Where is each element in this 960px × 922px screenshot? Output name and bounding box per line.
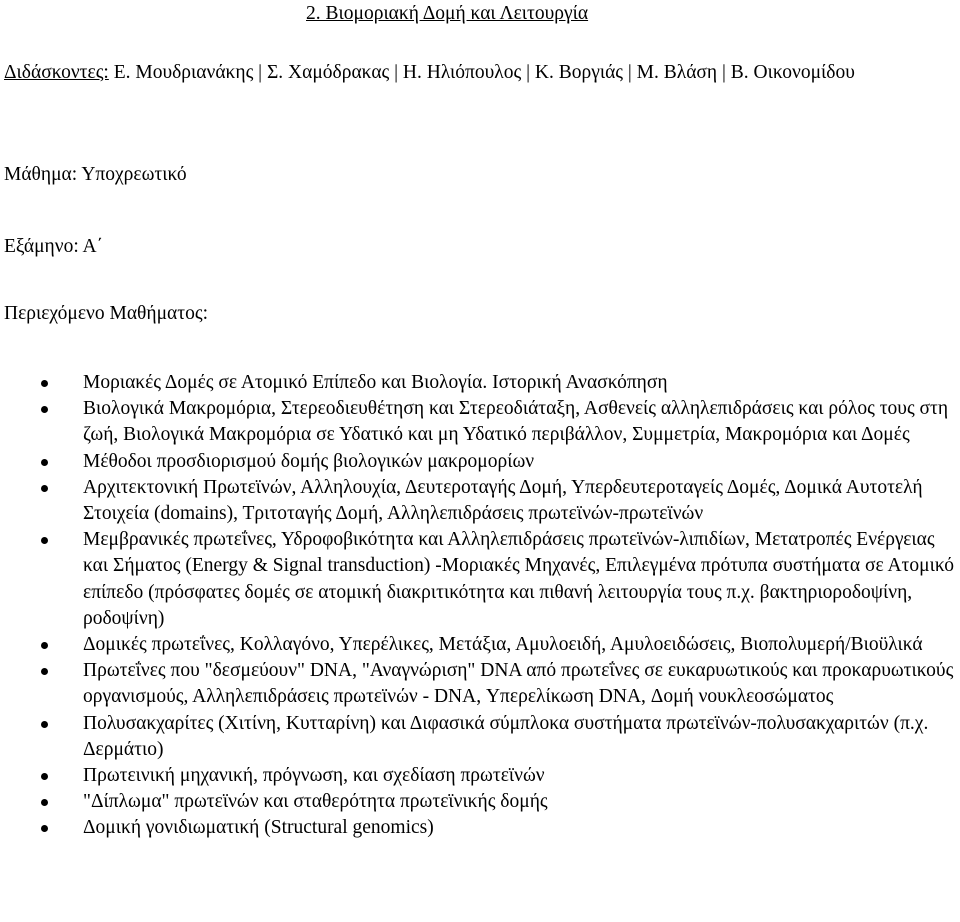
list-item xyxy=(0,789,960,815)
teachers-names: Ε. Μουδριανάκης | Σ. Χαμόδρακας | Η. Ηλιόπουλος | Κ. Βοργιάς | Μ. Βλάση | Β. Οικονομίδου xyxy=(108,62,855,83)
bullet-icon xyxy=(41,799,48,806)
list-item xyxy=(0,396,960,448)
list-item xyxy=(0,475,960,527)
bullet-icon xyxy=(41,642,48,649)
list-item xyxy=(0,370,960,396)
content-label: Περιεχόμενο Μαθήματος: xyxy=(4,303,208,324)
topic-text: "Δίπλωμα" πρωτεϊνών και σταθερότητα πρωτεϊνικής δομής xyxy=(83,791,548,813)
topic-text: Βιολογικά Μακρομόρια, Στερεοδιευθέτηση και Στερεοδιάταξη, Ασθενείς αλληλεπιδράσεις και ρόλος τους στη ζωή, Βιολογικά Μακρομόρια σε Υδατικό και μη Υδατικό περιβάλλον, Συμμετρία, Μακρομόρια και Δομές xyxy=(83,398,949,446)
topics-list xyxy=(0,370,960,842)
bullet-icon xyxy=(41,668,48,675)
list-item xyxy=(0,527,960,632)
list-item xyxy=(0,711,960,763)
bullet-icon xyxy=(41,380,48,387)
list-item xyxy=(0,815,960,841)
topic-text: Μεμβρανικές πρωτεΐνες, Υδροφοβικότητα και Αλληλεπιδράσεις πρωτεϊνών-λιπιδίων, Μετατροπές Ενέργειας και Σήματος (Energy & Signal transduction) -Μοριακές Μηχανές, Επιλεγμένα πρότυπα συστήματα σε Ατομικό επίπεδο (πρόσφατες δομές σε ατομική διακριτικότητα και πιθανή λειτουργία τους π.χ. βακτηριοροδοψίνη, ροδοψίνη) xyxy=(83,529,954,629)
bullet-icon xyxy=(41,537,48,544)
course-type: Μάθημα: Υποχρεωτικό xyxy=(4,164,187,185)
topic-text: Δομικές πρωτεΐνες, Κολλαγόνο, Υπερέλικες, Μετάξια, Αμυλοειδή, Αμυλοειδώσεις, Βιοπολυμερή/Βιοϋλικά xyxy=(83,634,923,656)
bullet-icon xyxy=(41,406,48,413)
list-item xyxy=(0,763,960,789)
bullet-icon xyxy=(41,721,48,728)
list-item xyxy=(0,658,960,710)
topic-text: Μοριακές Δομές σε Ατομικό Επίπεδο και Βιολογία. Ιστορική Ανασκόπηση xyxy=(83,372,668,393)
course-semester: Εξάμηνο: Α΄ xyxy=(4,236,104,257)
teachers-line xyxy=(4,55,956,90)
topic-text: Αρχιτεκτονική Πρωτεϊνών, Αλληλουχία, Δευτεροταγής Δομή, Υπερδευτεροταγείς Δομές, Δομικά Αυτοτελή Στοιχεία (domains), Τριτοταγής Δομή, Αλληλεπιδράσεις πρωτεϊνών-πρωτεϊνών xyxy=(83,476,923,525)
topic-text: Πρωτεΐνες που "δεσμεύουν" DNA, "Αναγνώριση" DNA από πρωτεΐνες σε ευκαρυωτικούς και προκαρυωτικούς οργανισμούς, Αλληλεπιδράσεις πρωτεϊνών - DNA, Υπερελίκωση DNA, Δομή νουκλεοσώματος xyxy=(83,660,954,708)
bullet-icon xyxy=(41,485,48,492)
bullet-icon xyxy=(41,773,48,780)
list-item xyxy=(0,632,960,658)
topic-text: Μέθοδοι προσδιορισμού δομής βιολογικών μακρομορίων xyxy=(83,450,535,472)
bullet-icon xyxy=(41,459,48,466)
topic-text: Δομική γονιδιωματική (Structural genomics) xyxy=(83,817,434,839)
bullet-icon xyxy=(41,825,48,832)
list-item xyxy=(0,449,960,475)
section-title: 2. Βιομοριακή Δομή και Λειτουργία xyxy=(306,3,589,24)
topic-text: Πολυσακχαρίτες (Χιτίνη, Κυτταρίνη) και Διφασικά σύμπλοκα συστήματα πρωτεϊνών-πολυσακχαριτών (π.χ. Δερμάτιο) xyxy=(83,712,929,760)
teachers-label: Διδάσκοντες: xyxy=(4,62,109,83)
topic-text: Πρωτεινική μηχανική, πρόγνωση, και σχεδίαση πρωτεϊνών xyxy=(83,765,545,787)
